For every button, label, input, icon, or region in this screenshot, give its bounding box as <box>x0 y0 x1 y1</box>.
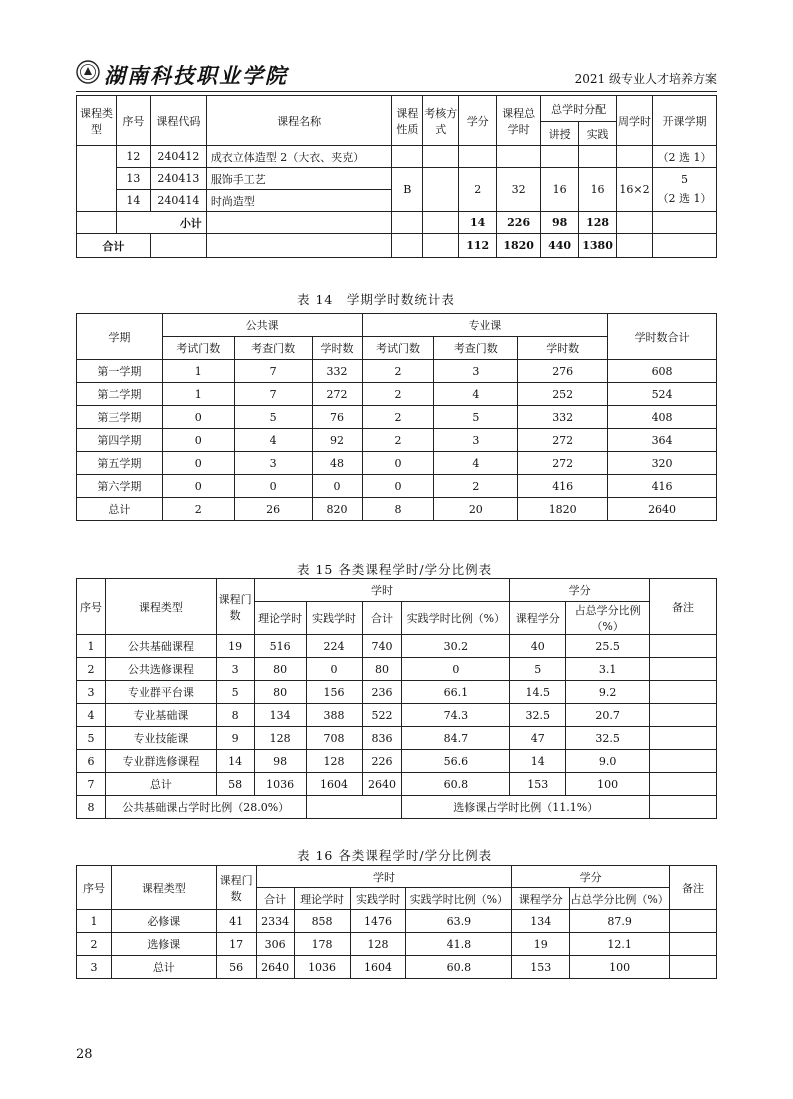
table-row: 3 专业群平台课 5 80 156 236 66.1 14.5 9.2 <box>77 681 717 704</box>
table-row: 3 总计 56 2640 1036 1604 60.8 153 100 <box>77 956 717 979</box>
subtotal-row: 小计 14 226 98 128 <box>77 212 717 234</box>
table-row: 6 专业群选修课程 14 98 128 226 56.6 14 9.0 <box>77 750 717 773</box>
col-practice: 实践 <box>579 122 617 146</box>
col-distribution: 总学时分配 <box>541 96 617 122</box>
col-weekly: 周学时 <box>617 96 653 146</box>
table-header-row: 序号 课程类型 课程门数 学时 学分 备注 <box>77 579 717 602</box>
table-row: 总计 2 26 820 8 20 1820 2640 <box>77 498 717 521</box>
table-row: 第三学期 0 5 76 2 5 332 408 <box>77 406 717 429</box>
table-row: 2 选修课 17 306 178 128 41.8 19 12.1 <box>77 933 717 956</box>
col-code: 课程代码 <box>150 96 206 146</box>
table-header-row: 考试门数 考查门数 学时数 考试门数 考查门数 学时数 <box>77 337 717 360</box>
header-divider <box>76 91 717 92</box>
semester-hours-table <box>76 313 717 521</box>
table-row: 14 240414 时尚造型 <box>77 190 717 212</box>
table-row: 13 240413 服饰手工艺 B 2 32 16 16 16×2 5 （2 选 1） <box>77 168 717 190</box>
table-header-row: 合计 理论学时 实践学时 实践学时比例（%） 课程学分 占总学分比例（%） <box>77 888 717 910</box>
table-row: 第一学期 1 7 332 2 3 276 608 <box>77 360 717 383</box>
page-header <box>76 58 717 92</box>
required-elective-ratio-table <box>76 865 717 979</box>
table-14-caption: 表 14 学期学时数统计表 <box>297 292 455 307</box>
col-course-type: 课程类型 <box>77 96 117 146</box>
col-exam: 考核方式 <box>423 96 459 146</box>
col-credit: 学分 <box>459 96 497 146</box>
school-name: 湖南科技职业学院 <box>104 63 288 88</box>
table-row: 12 240412 成衣立体造型 2（大衣、夹克） （2 选 1） <box>77 146 717 168</box>
table-row: 第二学期 1 7 272 2 4 252 524 <box>77 383 717 406</box>
table-row: 4 专业基础课 8 134 388 522 74.3 32.5 20.7 <box>77 704 717 727</box>
table-16-caption: 表 16 各类课程学时/学分比例表 <box>297 848 493 863</box>
col-no: 序号 <box>116 96 150 146</box>
page-number: 28 <box>76 1047 93 1062</box>
table-header-row: 理论学时 实践学时 合计 实践学时比例（%） 课程学分 占总学分比例（%） <box>77 602 717 635</box>
plan-title: 2021 级专业人才培养方案 <box>574 72 717 86</box>
course-table-continued <box>76 95 717 258</box>
table-row: 5 专业技能课 9 128 708 836 84.7 47 32.5 <box>77 727 717 750</box>
school-seal-icon <box>76 60 100 84</box>
table-header-row: 序号 课程类型 课程门数 学时 学分 备注 <box>77 866 717 888</box>
table-header-row: 学期 公共课 专业课 学时数合计 <box>77 314 717 337</box>
grand-total-row: 合计 112 1820 440 1380 <box>77 234 717 258</box>
col-term: 开课学期 <box>653 96 717 146</box>
table-row: 1 公共基础课程 19 516 224 740 30.2 40 25.5 <box>77 635 717 658</box>
col-total-hours: 课程总学时 <box>497 96 541 146</box>
table-header-row <box>77 96 717 122</box>
table-row: 第五学期 0 3 48 0 4 272 320 <box>77 452 717 475</box>
col-lecture: 讲授 <box>541 122 579 146</box>
col-name: 课程名称 <box>206 96 392 146</box>
table-15-caption: 表 15 各类课程学时/学分比例表 <box>297 562 493 577</box>
summary-row: 8 公共基础课占学时比例（28.0%） 选修课占学时比例（11.1%） <box>77 796 717 819</box>
table-row: 第四学期 0 4 92 2 3 272 364 <box>77 429 717 452</box>
table-row: 第六学期 0 0 0 0 2 416 416 <box>77 475 717 498</box>
table-row: 1 必修课 41 2334 858 1476 63.9 134 87.9 <box>77 910 717 933</box>
table-row: 7 总计 58 1036 1604 2640 60.8 153 100 <box>77 773 717 796</box>
col-nature: 课程性质 <box>392 96 423 146</box>
table-row: 2 公共选修课程 3 80 0 80 0 5 3.1 <box>77 658 717 681</box>
course-ratio-table <box>76 578 717 819</box>
